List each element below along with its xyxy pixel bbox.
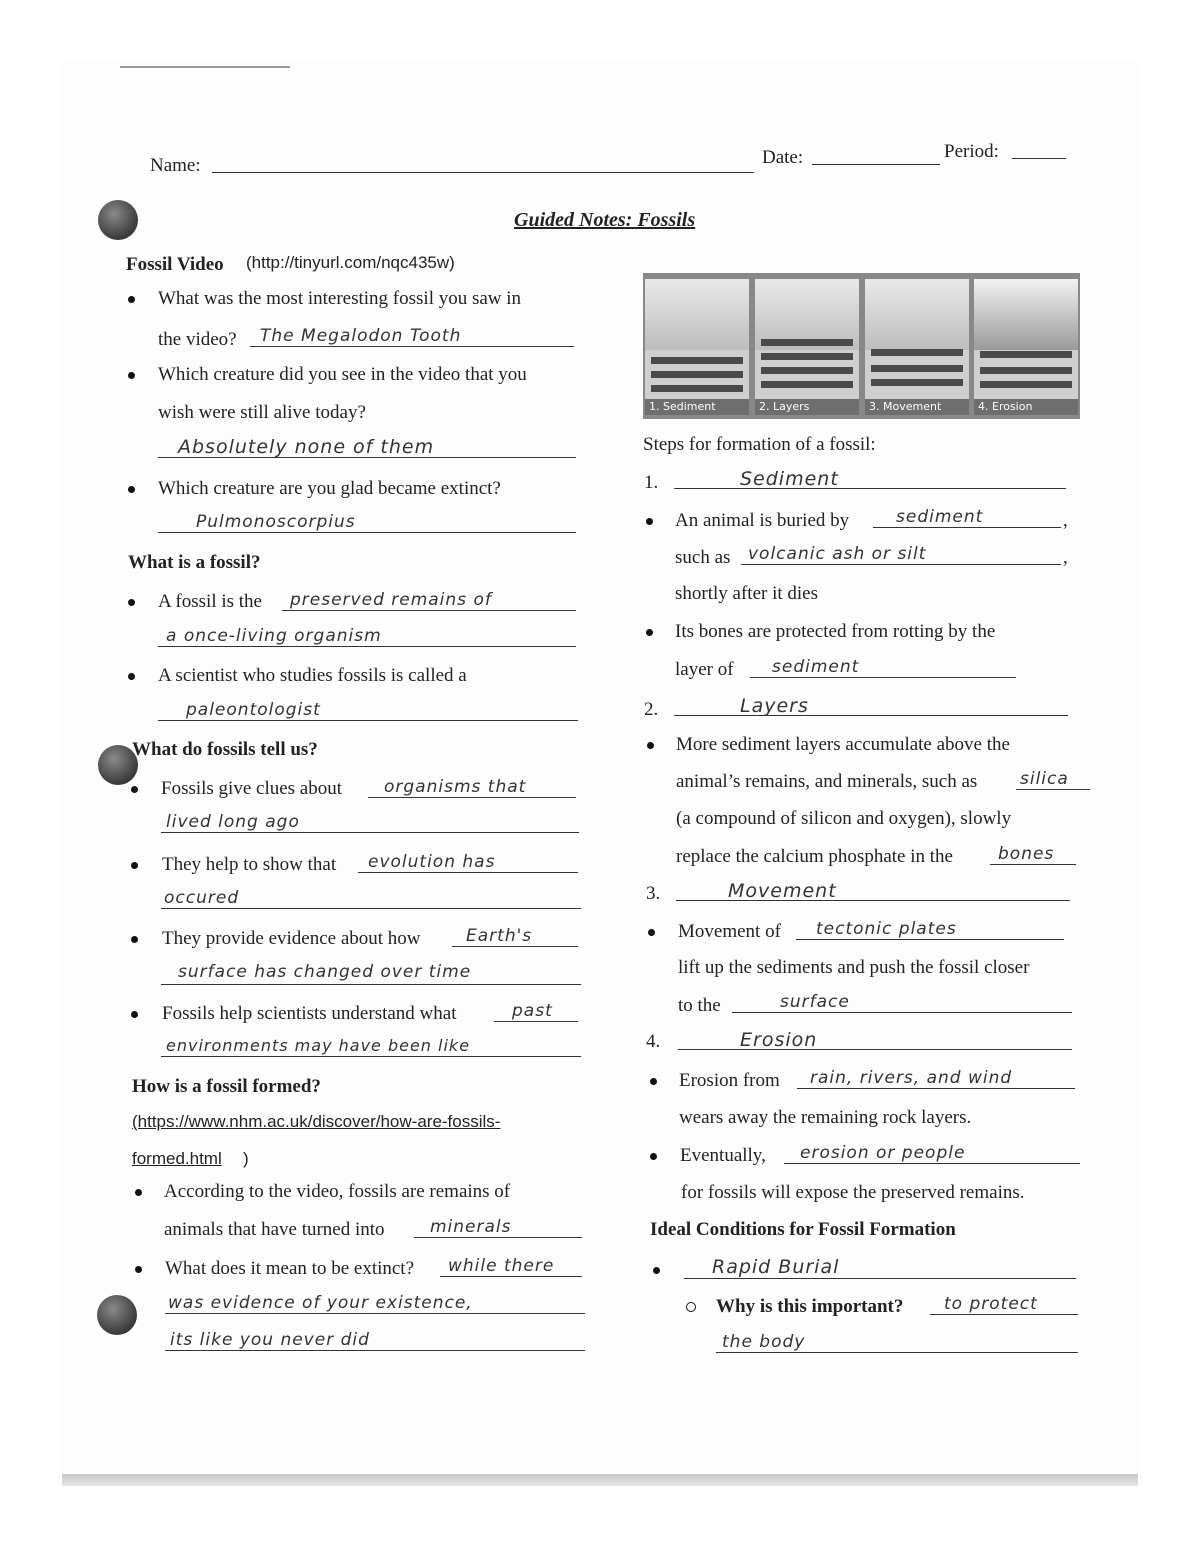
figure-caption: 3. Movement	[865, 399, 969, 415]
answer-line[interactable]	[161, 908, 581, 909]
question-text: animals that have turned into	[164, 1219, 385, 1240]
answer-line[interactable]	[452, 946, 578, 947]
handwritten-answer: Layers	[740, 695, 809, 717]
question-text: Why is this important?	[716, 1296, 904, 1317]
answer-line[interactable]	[1016, 789, 1090, 790]
bullet	[646, 629, 653, 636]
handwritten-answer: Absolutely none of them	[178, 436, 435, 458]
handwritten-answer: silica	[1020, 769, 1069, 789]
question-text: Movement of	[678, 921, 781, 942]
section-heading: What is a fossil?	[128, 552, 261, 573]
handwritten-answer: surface has changed over time	[178, 962, 472, 982]
question-text: (a compound of silicon and oxygen), slowly	[676, 808, 1012, 829]
handwritten-answer: The Megalodon Tooth	[260, 326, 462, 346]
answer-line[interactable]	[716, 1352, 1078, 1353]
bullet	[135, 1189, 142, 1196]
link-paren: )	[243, 1149, 249, 1168]
handwritten-answer: environments may have been like	[166, 1036, 471, 1055]
answer-line[interactable]	[796, 939, 1064, 940]
handwritten-answer: lived long ago	[166, 812, 300, 832]
bullet	[131, 1011, 138, 1018]
figure-panel-movement	[865, 279, 969, 415]
question-text: What does it mean to be extinct?	[165, 1258, 415, 1279]
answer-line[interactable]	[282, 610, 576, 611]
answer-line[interactable]	[741, 564, 1061, 565]
answer-line[interactable]	[250, 346, 574, 347]
figure-caption: 2. Layers	[755, 399, 859, 415]
answer-line[interactable]	[165, 1313, 585, 1314]
answer-line[interactable]	[990, 864, 1076, 865]
handwritten-answer: a once-living organism	[166, 626, 382, 646]
steps-heading: Steps for formation of a fossil:	[643, 434, 876, 455]
question-text: for fossils will expose the preserved remains.	[681, 1182, 1025, 1203]
handwritten-answer: Earth's	[466, 926, 533, 946]
bullet	[650, 1078, 657, 1085]
handwritten-answer: Pulmonoscorpius	[196, 512, 356, 532]
handwritten-answer: surface	[780, 992, 850, 1012]
handwritten-answer: sediment	[772, 657, 860, 677]
nhm-link[interactable]: (https://www.nhm.ac.uk/discover/how-are-fossils-	[132, 1112, 501, 1131]
punctuation: ,	[1063, 547, 1068, 568]
question-text: Which creature are you glad became extinct?	[158, 478, 501, 499]
bullet	[135, 1266, 142, 1273]
date-field[interactable]	[812, 164, 940, 165]
question-text: More sediment layers accumulate above the	[676, 734, 1010, 755]
question-text: They help to show that	[162, 854, 337, 875]
step-number: 3.	[646, 883, 661, 904]
question-text: A fossil is the	[158, 591, 262, 612]
handwritten-answer: Rapid Burial	[712, 1256, 840, 1278]
section-heading: Ideal Conditions for Fossil Formation	[650, 1219, 956, 1240]
bullet	[131, 862, 138, 869]
handwritten-answer: volcanic ash or silt	[748, 544, 927, 564]
name-field[interactable]	[212, 172, 754, 173]
page-bottom-edge	[62, 1474, 1138, 1486]
bullet	[653, 1267, 660, 1274]
step-number: 4.	[646, 1031, 661, 1052]
bullet	[647, 742, 654, 749]
question-text: to the	[678, 995, 721, 1016]
period-label: Period:	[944, 141, 999, 162]
answer-line[interactable]	[161, 984, 581, 985]
question-text: wish were still alive today?	[158, 402, 366, 423]
handwritten-answer: paleontologist	[186, 700, 321, 720]
answer-line[interactable]	[440, 1276, 582, 1277]
bullet	[128, 372, 135, 379]
handwritten-answer: to protect	[944, 1294, 1038, 1314]
bullet	[128, 673, 135, 680]
nhm-link-continued[interactable]: formed.html	[132, 1149, 222, 1168]
question-text: animal’s remains, and minerals, such as	[676, 771, 978, 792]
figure-panel-layers	[755, 279, 859, 415]
step-number: 2.	[644, 699, 659, 720]
figure-caption: 4. Erosion	[974, 399, 1078, 415]
bullet	[646, 518, 653, 525]
handwritten-answer: organisms that	[384, 777, 527, 797]
question-text: Erosion from	[679, 1070, 780, 1091]
handwritten-answer: erosion or people	[800, 1143, 966, 1163]
question-text: shortly after it dies	[675, 583, 818, 604]
answer-line[interactable]	[750, 677, 1016, 678]
bullet	[128, 296, 135, 303]
punch-hole-bottom	[97, 1295, 137, 1335]
answer-line[interactable]	[674, 488, 1066, 489]
answer-line[interactable]	[678, 1049, 1072, 1050]
question-text: A scientist who studies fossils is called a	[158, 665, 467, 686]
handwritten-answer: minerals	[430, 1217, 512, 1237]
bullet	[648, 929, 655, 936]
question-text: Fossils give clues about	[161, 778, 343, 799]
question-text: What was the most interesting fossil you saw in	[158, 288, 522, 309]
handwritten-answer: while there	[448, 1256, 555, 1276]
question-text: An animal is buried by	[675, 510, 850, 531]
handwritten-answer: Sediment	[740, 468, 839, 490]
answer-line[interactable]	[358, 872, 578, 873]
figure-panel-erosion	[974, 279, 1078, 415]
question-text: lift up the sediments and push the fossil closer	[678, 957, 1030, 978]
handwritten-answer: its like you never did	[170, 1330, 370, 1350]
question-text: such as	[675, 547, 731, 568]
answer-line[interactable]	[930, 1314, 1078, 1315]
handwritten-answer: tectonic plates	[816, 919, 957, 939]
question-text: Its bones are protected from rotting by the	[675, 621, 996, 642]
answer-line[interactable]	[797, 1088, 1075, 1089]
bullet	[128, 486, 135, 493]
question-text: layer of	[675, 659, 734, 680]
answer-line[interactable]	[161, 1056, 581, 1057]
answer-line[interactable]	[158, 532, 576, 533]
handwritten-answer: bones	[998, 844, 1055, 864]
handwritten-answer: rain, rivers, and wind	[810, 1068, 1013, 1088]
answer-line[interactable]	[161, 832, 579, 833]
handwritten-answer: was evidence of your existence,	[168, 1293, 473, 1313]
figure-caption: 1. Sediment	[645, 399, 749, 415]
question-text: According to the video, fossils are remains of	[164, 1181, 511, 1202]
handwritten-answer: evolution has	[368, 852, 496, 872]
scan-mark	[120, 66, 290, 68]
question-text: Eventually,	[680, 1145, 766, 1166]
answer-line[interactable]	[414, 1237, 582, 1238]
bullet	[131, 936, 138, 943]
handwritten-answer: occured	[164, 888, 240, 908]
figure-panel-sediment	[645, 279, 749, 415]
video-heading: Fossil Video	[126, 254, 224, 275]
bullet	[650, 1153, 657, 1160]
step-number: 1.	[644, 472, 659, 493]
handwritten-answer: Movement	[728, 880, 837, 902]
bullet	[128, 599, 135, 606]
punch-hole-top	[98, 200, 138, 240]
handwritten-answer: Erosion	[740, 1029, 818, 1051]
handwritten-answer: sediment	[896, 507, 984, 527]
answer-line[interactable]	[158, 646, 576, 647]
bullet	[131, 786, 138, 793]
section-heading: How is a fossil formed?	[132, 1076, 321, 1097]
handwritten-answer: past	[512, 1001, 553, 1021]
question-text: the video?	[158, 329, 237, 350]
answer-line[interactable]	[873, 527, 1061, 528]
answer-line[interactable]	[674, 715, 1068, 716]
answer-line[interactable]	[158, 720, 578, 721]
video-url: (http://tinyurl.com/nqc435w)	[246, 253, 455, 272]
section-heading: What do fossils tell us?	[132, 739, 318, 760]
answer-line[interactable]	[368, 797, 576, 798]
sub-bullet	[686, 1302, 696, 1312]
answer-line[interactable]	[684, 1278, 1076, 1279]
punctuation: ,	[1063, 510, 1068, 531]
question-text: wears away the remaining rock layers.	[679, 1107, 972, 1128]
handwritten-answer: the body	[722, 1332, 806, 1352]
fossil-formation-figure	[643, 273, 1080, 419]
answer-line[interactable]	[165, 1350, 585, 1351]
question-text: Which creature did you see in the video that you	[158, 364, 527, 385]
date-label: Date:	[762, 147, 804, 168]
question-text: Fossils help scientists understand what	[162, 1003, 457, 1024]
answer-line[interactable]	[732, 1012, 1072, 1013]
question-text: replace the calcium phosphate in the	[676, 846, 953, 867]
page-title: Guided Notes: Fossils	[514, 209, 696, 231]
period-field[interactable]	[1012, 158, 1066, 159]
answer-line[interactable]	[494, 1021, 578, 1022]
handwritten-answer: preserved remains of	[290, 590, 492, 610]
name-label: Name:	[150, 155, 201, 176]
question-text: They provide evidence about how	[162, 928, 421, 949]
answer-line[interactable]	[784, 1163, 1080, 1164]
